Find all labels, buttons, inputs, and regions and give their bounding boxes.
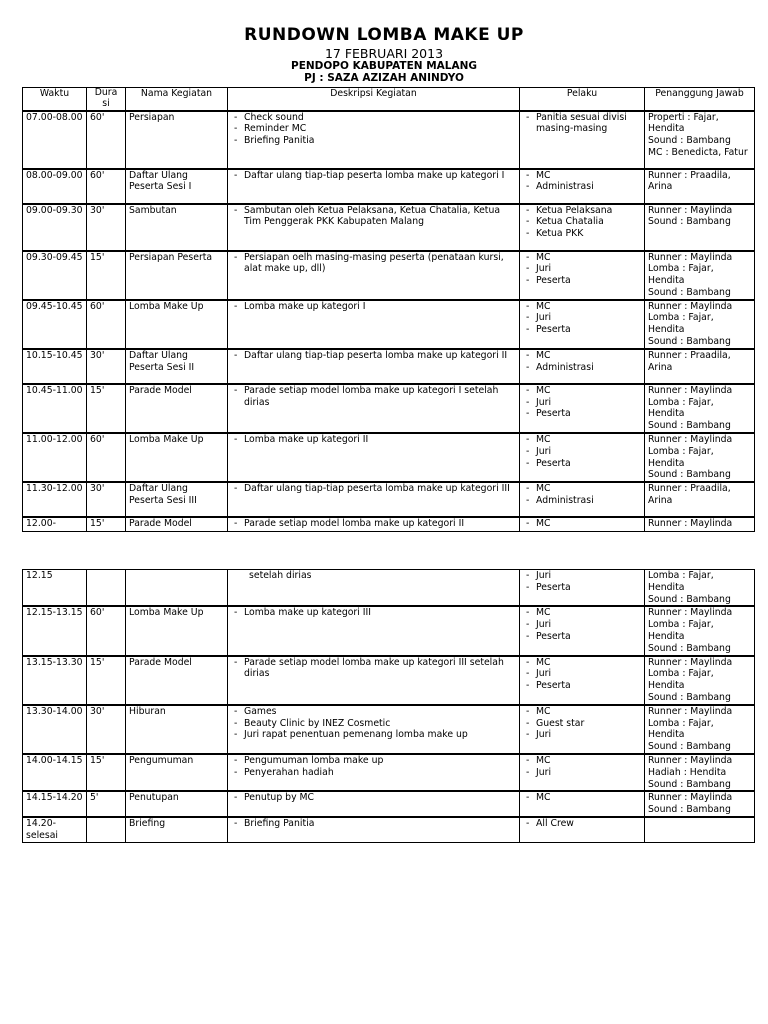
deskripsi-item: - Games <box>231 706 516 718</box>
deskripsi-list <box>231 385 516 409</box>
cell-durasi: 15' <box>87 656 126 705</box>
pelaku-item: - Juri <box>523 263 641 275</box>
pelaku-item: - Guest star <box>523 718 641 730</box>
cell-deskripsi <box>228 384 520 433</box>
cell-pelaku <box>520 705 645 754</box>
cell-durasi: 15' <box>87 517 126 531</box>
pelaku-list <box>523 755 641 779</box>
penanggung-jawab-line: Lomba : Fajar, Hendita <box>648 717 714 741</box>
penanggung-jawab-line: Lomba : Fajar, Hendita <box>648 396 714 420</box>
pelaku-item: - Peserta <box>523 680 641 692</box>
cell-nama-kegiatan: Lomba Make Up <box>126 300 228 349</box>
cell-waktu: 14.20-selesai <box>23 817 87 842</box>
cell-penanggung-jawab <box>645 754 755 791</box>
cell-nama-kegiatan: Sambutan <box>126 204 228 251</box>
penanggung-jawab-line: Lomba : Fajar, Hendita <box>648 668 714 692</box>
cell-durasi: 60' <box>87 111 126 169</box>
penanggung-jawab-line: Sound : Bambang <box>648 135 731 147</box>
table-row <box>23 251 755 300</box>
penanggung-jawab-line: Runner : Maylinda <box>648 251 733 263</box>
penanggung-jawab-line: Runner : Maylinda <box>648 792 733 804</box>
cell-nama-kegiatan: Persiapan Peserta <box>126 251 228 300</box>
pelaku-item: - MC <box>523 706 641 718</box>
table-row <box>23 606 755 655</box>
table-row <box>23 817 755 842</box>
cell-pelaku <box>520 482 645 517</box>
deskripsi-item: - Beauty Clinic by INEZ Cosmetic <box>231 718 516 730</box>
event-venue: PENDOPO KABUPATEN MALANG <box>291 60 477 72</box>
cell-penanggung-jawab <box>645 791 755 817</box>
deskripsi-item: - Lomba make up kategori I <box>231 301 516 313</box>
pelaku-list <box>523 818 641 830</box>
person-in-charge: PJ : SAZA AZIZAH ANINDYO <box>304 72 464 84</box>
pelaku-item: - MC <box>523 607 641 619</box>
cell-durasi <box>87 817 126 842</box>
cell-pelaku <box>520 754 645 791</box>
pelaku-list <box>523 434 641 469</box>
pelaku-item: - Peserta <box>523 631 641 643</box>
pelaku-list <box>523 301 641 336</box>
pelaku-item: - Juri <box>523 668 641 680</box>
pelaku-item: - All Crew <box>523 818 641 830</box>
pelaku-item: - MC <box>523 350 641 362</box>
deskripsi-item: - Reminder MC <box>231 123 516 135</box>
table-row <box>23 384 755 433</box>
deskripsi-item: - Daftar ulang tiap-tiap peserta lomba make up kategori III <box>231 483 516 495</box>
pelaku-item: - Ketua Chatalia <box>523 216 641 228</box>
cell-penanggung-jawab <box>645 300 755 349</box>
cell-deskripsi <box>228 517 520 531</box>
cell-nama-kegiatan: Daftar Ulang Peserta Sesi III <box>126 482 228 517</box>
cell-nama-kegiatan: Parade Model <box>126 384 228 433</box>
penanggung-jawab-line: Runner : Maylinda <box>648 656 733 668</box>
cell-pelaku <box>520 384 645 433</box>
cell-durasi: 15' <box>87 384 126 433</box>
column-header-waktu: Waktu <box>23 88 87 111</box>
cell-deskripsi <box>228 482 520 517</box>
pelaku-item: - Administrasi <box>523 181 641 193</box>
deskripsi-item: - Parade setiap model lomba make up kategori III setelah dirias <box>231 657 516 681</box>
cell-durasi: 30' <box>87 482 126 517</box>
cell-waktu: 07.00-08.00 <box>23 111 87 169</box>
deskripsi-item: - Persiapan oelh masing-masing peserta (penataan kursi, alat make up, dll) <box>231 252 516 276</box>
cell-deskripsi <box>228 570 520 607</box>
deskripsi-item: - Juri rapat penentuan pemenang lomba make up <box>231 729 516 741</box>
cell-durasi: 60' <box>87 433 126 482</box>
cell-penanggung-jawab <box>645 169 755 204</box>
penanggung-jawab-line: Runner : Maylinda <box>648 204 733 216</box>
cell-waktu: 08.00-09.00 <box>23 169 87 204</box>
cell-penanggung-jawab <box>645 656 755 705</box>
deskripsi-item: - Penutup by MC <box>231 792 516 804</box>
pelaku-list <box>523 170 641 194</box>
penanggung-jawab-line: Sound : Bambang <box>648 420 731 432</box>
table-row <box>23 433 755 482</box>
cell-deskripsi <box>228 606 520 655</box>
deskripsi-list <box>231 350 516 362</box>
deskripsi-list <box>231 301 516 313</box>
column-header-nama-kegiatan: Nama Kegiatan <box>126 88 228 111</box>
pelaku-item: - Juri <box>523 619 641 631</box>
penanggung-jawab-line: Sound : Bambang <box>648 778 731 790</box>
deskripsi-item: - Daftar ulang tiap-tiap peserta lomba make up kategori I <box>231 170 516 182</box>
penanggung-jawab-line: Runner : Maylinda <box>648 518 733 530</box>
cell-durasi: 30' <box>87 705 126 754</box>
pelaku-list <box>523 112 641 136</box>
deskripsi-list <box>231 818 516 830</box>
cell-pelaku <box>520 791 645 817</box>
cell-waktu: 14.00-14.15 <box>23 754 87 791</box>
pelaku-list <box>523 205 641 240</box>
pelaku-item: - MC <box>523 483 641 495</box>
pelaku-list <box>523 570 641 594</box>
pelaku-item: - MC <box>523 518 641 530</box>
cell-nama-kegiatan: Lomba Make Up <box>126 433 228 482</box>
deskripsi-item: - Sambutan oleh Ketua Pelaksana, Ketua Chatalia, Ketua Tim Penggerak PKK Kabupaten Malang <box>231 205 516 229</box>
cell-penanggung-jawab <box>645 817 755 842</box>
penanggung-jawab-line: Hadiah : Hendita <box>648 766 727 778</box>
deskripsi-list <box>231 483 516 495</box>
deskripsi-list <box>231 706 516 741</box>
table-row <box>23 111 755 169</box>
penanggung-jawab-line: Properti : Fajar, Hendita <box>648 111 719 135</box>
deskripsi-item: - Penyerahan hadiah <box>231 767 516 779</box>
pelaku-item: - Panitia sesuai divisi masing-masing <box>523 112 641 136</box>
pelaku-item: - MC <box>523 252 641 264</box>
deskripsi-list <box>231 252 516 276</box>
column-header-penanggung-jawab: Penanggung Jawab <box>645 88 755 111</box>
cell-pelaku <box>520 517 645 531</box>
cell-waktu: 13.15-13.30 <box>23 656 87 705</box>
cell-deskripsi <box>228 169 520 204</box>
cell-pelaku <box>520 349 645 384</box>
cell-penanggung-jawab <box>645 570 755 607</box>
deskripsi-item: - Lomba make up kategori III <box>231 607 516 619</box>
cell-waktu: 12.00- <box>23 517 87 531</box>
deskripsi-list <box>231 755 516 779</box>
cell-waktu: 12.15 <box>23 570 87 607</box>
pelaku-item: - MC <box>523 301 641 313</box>
penanggung-jawab-line: Sound : Bambang <box>648 469 731 481</box>
penanggung-jawab-line: Runner : Praadila, Arina <box>648 349 731 373</box>
cell-deskripsi <box>228 349 520 384</box>
pelaku-list <box>523 607 641 642</box>
penanggung-jawab-line: Sound : Bambang <box>648 804 731 816</box>
pelaku-list <box>523 350 641 374</box>
cell-nama-kegiatan: Lomba Make Up <box>126 606 228 655</box>
cell-nama-kegiatan: Daftar Ulang Peserta Sesi I <box>126 169 228 204</box>
cell-deskripsi <box>228 300 520 349</box>
cell-penanggung-jawab <box>645 111 755 169</box>
penanggung-jawab-line: Sound : Bambang <box>648 216 731 228</box>
pelaku-item: - Ketua PKK <box>523 228 641 240</box>
deskripsi-item: - Pengumuman lomba make up <box>231 755 516 767</box>
cell-pelaku <box>520 169 645 204</box>
table-row <box>23 169 755 204</box>
cell-pelaku <box>520 433 645 482</box>
penanggung-jawab-line: Sound : Bambang <box>648 286 731 298</box>
pelaku-list <box>523 518 641 530</box>
pelaku-item: - Peserta <box>523 458 641 470</box>
cell-pelaku <box>520 656 645 705</box>
cell-nama-kegiatan: Parade Model <box>126 656 228 705</box>
pelaku-item: - Juri <box>523 397 641 409</box>
deskripsi-list <box>231 170 516 182</box>
pelaku-item: - Juri <box>523 446 641 458</box>
penanggung-jawab-line: Lomba : Fajar, Hendita <box>648 570 714 593</box>
deskripsi-list <box>231 607 516 619</box>
penanggung-jawab-line: Runner : Praadila, Arina <box>648 169 731 193</box>
cell-waktu: 14.15-14.20 <box>23 791 87 817</box>
cell-deskripsi <box>228 204 520 251</box>
pelaku-list <box>523 706 641 741</box>
cell-durasi: 60' <box>87 300 126 349</box>
pelaku-item: - Ketua Pelaksana <box>523 205 641 217</box>
penanggung-jawab-line: Sound : Bambang <box>648 642 731 654</box>
pelaku-item: - Peserta <box>523 408 641 420</box>
document-title: RUNDOWN LOMBA MAKE UP <box>244 25 524 45</box>
cell-nama-kegiatan: Parade Model <box>126 517 228 531</box>
cell-penanggung-jawab <box>645 251 755 300</box>
pelaku-item: - Juri <box>523 767 641 779</box>
pelaku-item: - MC <box>523 657 641 669</box>
deskripsi-item: - Briefing Panitia <box>231 135 516 147</box>
pelaku-item: - Administrasi <box>523 362 641 374</box>
column-header-pelaku: Pelaku <box>520 88 645 111</box>
table-row <box>23 204 755 251</box>
cell-nama-kegiatan: Hiburan <box>126 705 228 754</box>
cell-deskripsi <box>228 791 520 817</box>
deskripsi-list <box>231 657 516 681</box>
cell-pelaku <box>520 606 645 655</box>
pelaku-item: - MC <box>523 792 641 804</box>
pelaku-item: - Juri <box>523 729 641 741</box>
cell-penanggung-jawab <box>645 606 755 655</box>
table-row <box>23 349 755 384</box>
pelaku-item: - MC <box>523 385 641 397</box>
table-row <box>23 791 755 817</box>
deskripsi-list <box>231 112 516 147</box>
penanggung-jawab-line: Sound : Bambang <box>648 691 731 703</box>
pelaku-item: - Peserta <box>523 324 641 336</box>
cell-pelaku <box>520 204 645 251</box>
cell-pelaku <box>520 570 645 607</box>
deskripsi-list <box>231 205 516 229</box>
pelaku-item: - Peserta <box>523 275 641 287</box>
deskripsi-item: - Parade setiap model lomba make up kategori I setelah dirias <box>231 385 516 409</box>
table-row <box>23 517 755 531</box>
penanggung-jawab-line: Runner : Maylinda <box>648 754 733 766</box>
cell-durasi: 15' <box>87 251 126 300</box>
table-row <box>23 754 755 791</box>
cell-durasi: 5' <box>87 791 126 817</box>
cell-deskripsi <box>228 705 520 754</box>
cell-nama-kegiatan: Pengumuman <box>126 754 228 791</box>
cell-waktu: 11.00-12.00 <box>23 433 87 482</box>
penanggung-jawab-line: MC : Benedicta, Fatur <box>648 146 748 158</box>
cell-waktu: 13.30-14.00 <box>23 705 87 754</box>
event-date: 17 FEBRUARI 2013 <box>324 46 444 61</box>
deskripsi-item: - Check sound <box>231 112 516 124</box>
pelaku-item: - Juri <box>523 312 641 324</box>
pelaku-item: - Peserta <box>523 582 641 594</box>
penanggung-jawab-line: Lomba : Fajar, Hendita <box>648 619 714 642</box>
table-row <box>23 705 755 754</box>
pelaku-list <box>523 657 641 692</box>
cell-durasi <box>87 570 126 607</box>
cell-penanggung-jawab <box>645 482 755 517</box>
rundown-table-page-1 <box>22 87 755 532</box>
cell-deskripsi <box>228 433 520 482</box>
cell-deskripsi <box>228 817 520 842</box>
deskripsi-item: - Lomba make up kategori II <box>231 434 516 446</box>
cell-penanggung-jawab <box>645 705 755 754</box>
deskripsi-item: - Briefing Panitia <box>231 818 516 830</box>
penanggung-jawab-line: Runner : Praadila, Arina <box>648 483 731 507</box>
cell-deskripsi <box>228 111 520 169</box>
cell-waktu: 10.15-10.45 <box>23 349 87 384</box>
cell-waktu: 09.30-09.45 <box>23 251 87 300</box>
cell-durasi: 60' <box>87 606 126 655</box>
pelaku-list <box>523 483 641 507</box>
pelaku-item: - Juri <box>523 570 641 582</box>
penanggung-jawab-line: Lomba : Fajar, Hendita <box>648 263 714 287</box>
table-row <box>23 656 755 705</box>
penanggung-jawab-line: Runner : Maylinda <box>648 607 733 619</box>
cell-waktu: 09.45-10.45 <box>23 300 87 349</box>
cell-pelaku <box>520 300 645 349</box>
cell-pelaku <box>520 817 645 842</box>
cell-waktu: 10.45-11.00 <box>23 384 87 433</box>
cell-nama-kegiatan: Penutupan <box>126 791 228 817</box>
cell-waktu: 09.00-09.30 <box>23 204 87 251</box>
pelaku-list <box>523 252 641 287</box>
deskripsi-continuation: setelah dirias <box>249 570 312 581</box>
deskripsi-item: - Parade setiap model lomba make up kategori II <box>231 518 516 530</box>
cell-nama-kegiatan: Persiapan <box>126 111 228 169</box>
cell-nama-kegiatan <box>126 570 228 607</box>
cell-durasi: 30' <box>87 204 126 251</box>
table-row <box>23 300 755 349</box>
cell-nama-kegiatan: Briefing <box>126 817 228 842</box>
deskripsi-list <box>231 518 516 530</box>
pelaku-list <box>523 385 641 420</box>
penanggung-jawab-line: Lomba : Fajar, Hendita <box>648 312 714 336</box>
cell-penanggung-jawab <box>645 384 755 433</box>
cell-deskripsi <box>228 656 520 705</box>
penanggung-jawab-line: Sound : Bambang <box>648 741 731 753</box>
cell-durasi: 30' <box>87 349 126 384</box>
cell-durasi: 60' <box>87 169 126 204</box>
table-row <box>23 570 755 607</box>
cell-deskripsi <box>228 754 520 791</box>
cell-pelaku <box>520 111 645 169</box>
cell-penanggung-jawab <box>645 349 755 384</box>
pelaku-item: - MC <box>523 170 641 182</box>
penanggung-jawab-line: Runner : Maylinda <box>648 434 733 446</box>
cell-waktu: 11.30-12.00 <box>23 482 87 517</box>
pelaku-item: - MC <box>523 434 641 446</box>
cell-penanggung-jawab <box>645 517 755 531</box>
penanggung-jawab-line: Runner : Maylinda <box>648 300 733 312</box>
pelaku-list <box>523 792 641 804</box>
deskripsi-list <box>231 792 516 804</box>
deskripsi-item: - Daftar ulang tiap-tiap peserta lomba make up kategori II <box>231 350 516 362</box>
pelaku-item: - Administrasi <box>523 495 641 507</box>
penanggung-jawab-line: Sound : Bambang <box>648 336 731 348</box>
cell-deskripsi <box>228 251 520 300</box>
table-row <box>23 482 755 517</box>
penanggung-jawab-line: Runner : Maylinda <box>648 705 733 717</box>
rundown-table-page-2 <box>22 569 755 843</box>
cell-waktu: 12.15-13.15 <box>23 606 87 655</box>
cell-nama-kegiatan: Daftar Ulang Peserta Sesi II <box>126 349 228 384</box>
penanggung-jawab-line: Lomba : Fajar, Hendita <box>648 445 714 469</box>
cell-penanggung-jawab <box>645 433 755 482</box>
pelaku-item: - MC <box>523 755 641 767</box>
column-header-durasi: Dura si <box>87 88 126 111</box>
cell-pelaku <box>520 251 645 300</box>
penanggung-jawab-line: Sound : Bambang <box>648 593 731 605</box>
penanggung-jawab-line: Runner : Maylinda <box>648 384 733 396</box>
cell-penanggung-jawab <box>645 204 755 251</box>
cell-durasi: 15' <box>87 754 126 791</box>
column-header-deskripsi-kegiatan: Deskripsi Kegiatan <box>228 88 520 111</box>
deskripsi-list <box>231 434 516 446</box>
